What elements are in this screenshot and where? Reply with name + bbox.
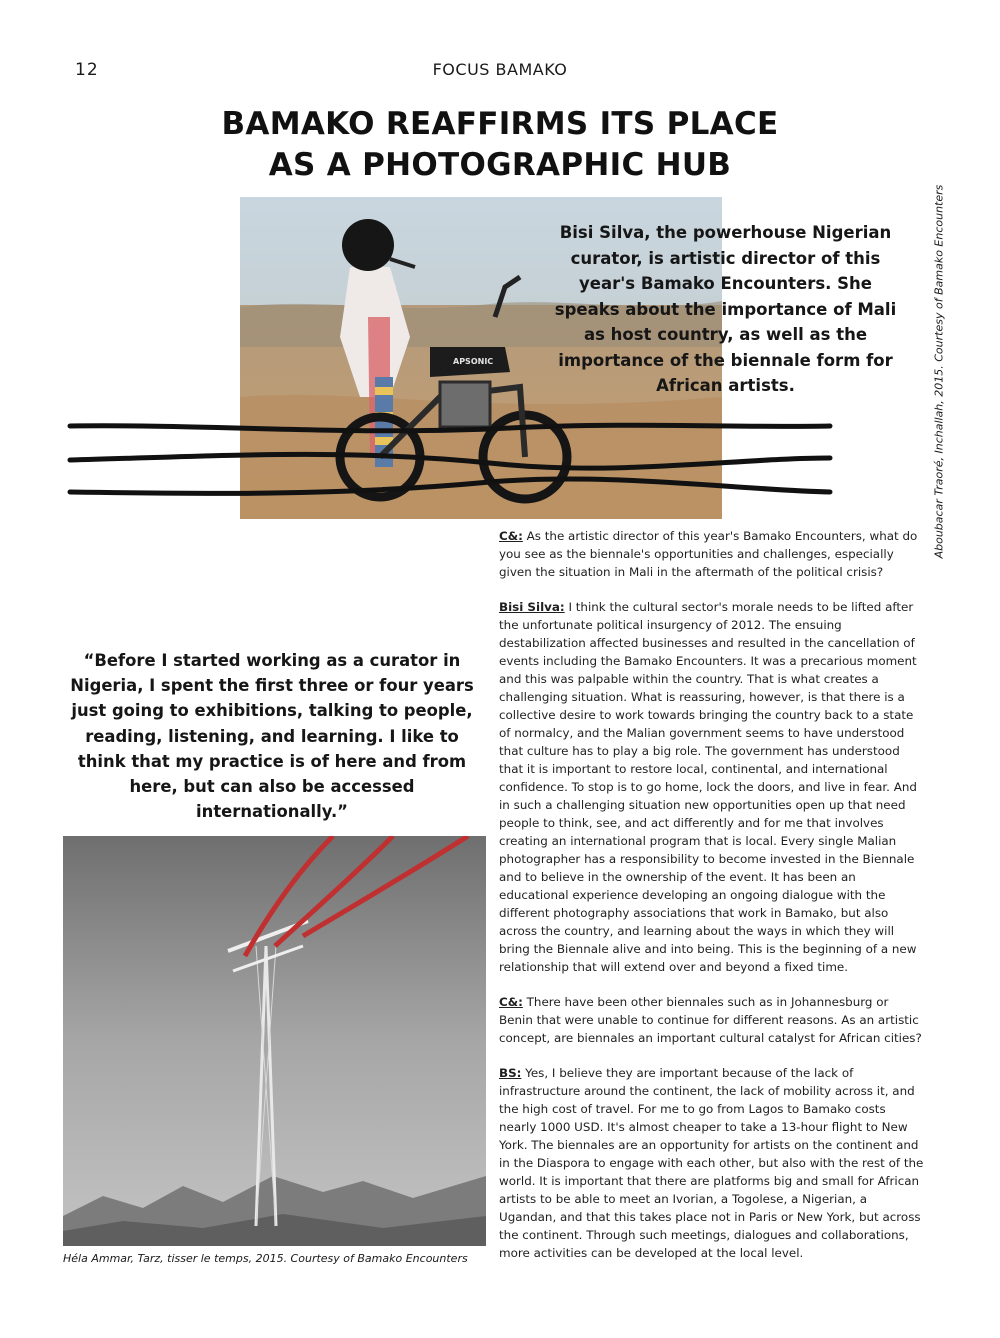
photo-credit bbox=[921, 185, 946, 565]
lead-paragraph: Bisi Silva, the powerhouse Nigerian curator, is artistic director of this year's Bamako Encounters. She speaks about the importance of Mali as host country, as well as the importance of the biennale form for African artists. bbox=[554, 223, 897, 395]
interview-body bbox=[499, 527, 924, 1279]
pull-quote: “Before I started working as a curator in Nigeria, I spent the first three or four years just going to exhibitions, talking to people, reading, listening, and learning. I like to think that my practice is of here and from here, but can also be accessed internationally.” bbox=[70, 651, 474, 822]
question-text: As the artistic director of this year's Bamako Encounters, what do you see as the biennale's opportunities and challenges, especially given the situation in Mali in the aftermath of the political crisis? bbox=[499, 529, 918, 579]
section-title: FOCUS BAMAKO bbox=[432, 60, 568, 79]
question-text: There have been other biennales such as in Johannesburg or Benin that were unable to continue for different reasons. As an artistic concept, are biennales an important cultural catalyst for African cities? bbox=[499, 995, 922, 1045]
speaker-label: BS: bbox=[499, 1066, 522, 1080]
question-2 bbox=[499, 993, 924, 1047]
speaker-label: C&: bbox=[499, 995, 523, 1009]
speaker-label: C&: bbox=[499, 529, 523, 543]
answer-1 bbox=[499, 598, 924, 976]
headline-line-1: BAMAKO REAFFIRMS ITS PLACE bbox=[221, 106, 779, 142]
question-1 bbox=[499, 527, 924, 581]
photo-caption: Héla Ammar, Tarz, tisser le temps, 2015. Courtesy of Bamako Encounters bbox=[63, 1252, 468, 1265]
speaker-label: Bisi Silva: bbox=[499, 600, 565, 614]
bike-brand-label: APSONIC bbox=[453, 357, 494, 366]
photo-credit-text: Aboubacar Traoré, Inchallah, 2015. Courtesy of Bamako Encounters bbox=[932, 184, 946, 559]
headline bbox=[150, 104, 850, 186]
decorative-wave-lines bbox=[60, 410, 840, 510]
page-number: 12 bbox=[75, 60, 99, 80]
answer-text: Yes, I believe they are important because of the lack of infrastructure around the continent, the lack of mobility across it, and the high cost of travel. For me to go from Lagos to Bamako costs nearly 1000 USD. It's almost cheaper to take a 13-hour flight to New York. The biennales are an opportunity for artists on the continent and in the Diaspora to engage with each other, but also with the rest of the world. It is important that there are platforms big and small for African artists to be able to meet an Ivorian, a Togolese, a Nigerian, a Ugandan, and that this takes place not in Paris or New York, but across the continent. Through such meetings, dialogues and collaborations, more activities can be developed at the local level. bbox=[499, 1066, 924, 1260]
headline-line-2: AS A PHOTOGRAPHIC HUB bbox=[268, 147, 732, 183]
power-lines-photo bbox=[63, 836, 486, 1246]
answer-text: I think the cultural sector's morale needs to be lifted after the unfortunate political insurgency of 2012. The ensuing destabilization affected businesses and resulted in the cancellation of events including the Bamako Encounters. It was a precarious moment and this was palpable within the country. That is what creates a challenging situation. What is reassuring, however, is that there is a collective desire to work towards bringing the country back to a state of normalcy, and the Malian government seems to have understood that culture has to play a big role. The government has understood that it is important to restore local, continental, and international confidence. To stop is to go home, lock the doors, and live in fear. And in such a challenging situation new opportunities open up that need people to think, see, and act differently and for me that involves creating an international program that is local. Every single Malian photographer has a responsibility to become invested in the Biennale and to believe in the ownership of the event. It has been an educational experience developing an ongoing dialogue with the different photography associations that work in Bamako, but also across the country, and learning about the ways in which they will bring the Biennale alive and into being. This is the beginning of a new relationship that will extend over and beyond a fixed time. bbox=[499, 600, 917, 974]
answer-2 bbox=[499, 1064, 924, 1262]
